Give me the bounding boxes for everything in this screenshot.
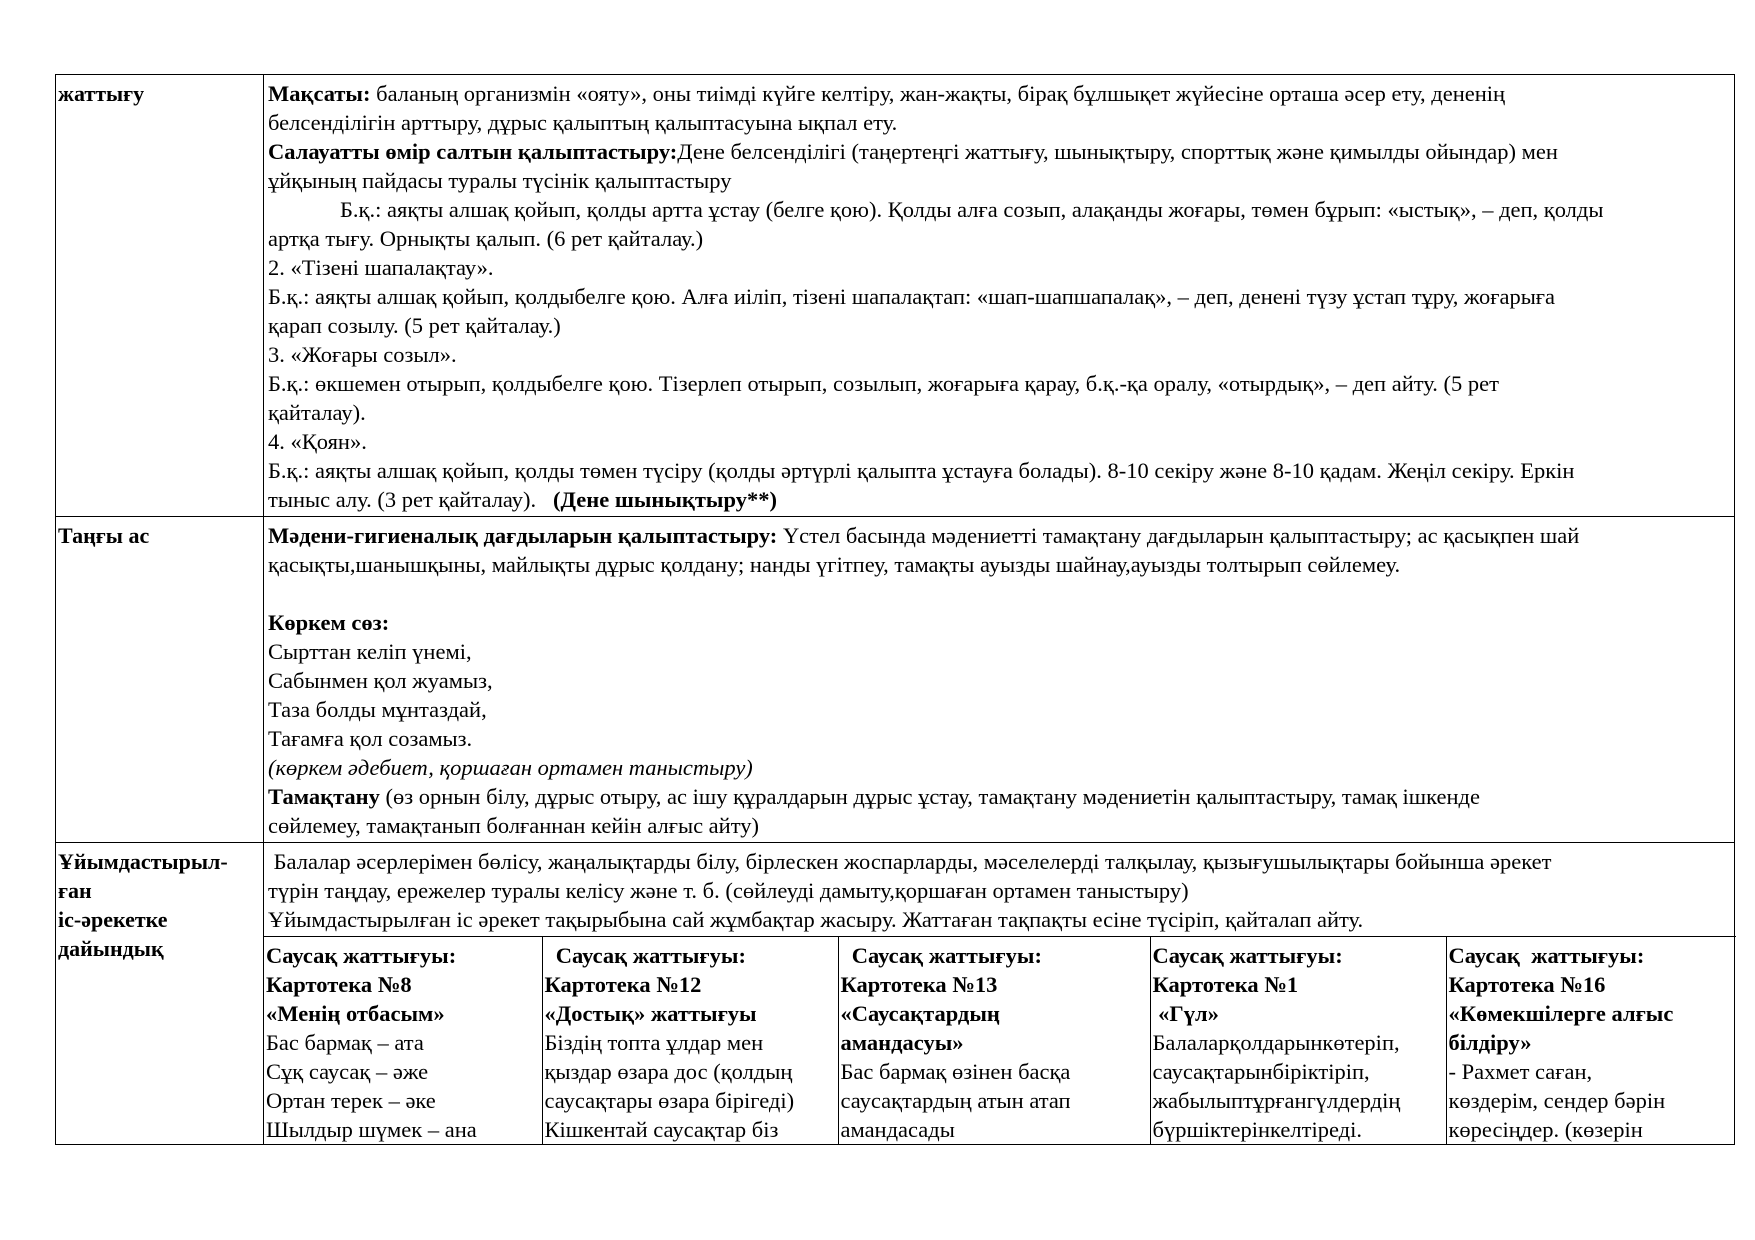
hygiene-heading: Мәдени-гигиеналық дағдыларын қалыптастыру: [268, 523, 778, 548]
text-line: түрін таңдау, ережелер туралы келісу және т. б. (сөйлеуді дамыту,қоршаған ортамен таныстыру) [268, 878, 1189, 903]
document-page [55, 74, 1735, 1145]
hygiene-line [268, 521, 1730, 550]
text-line: Б.қ.: өкшемен отырып, қолдыбелге қою. Тізерлеп отырып, созылып, жоғарыға қарау, б.қ.-қа оралу, «отырдық», – деп айту. (5 рет [268, 371, 1499, 396]
label-line: дайындық [58, 936, 164, 961]
eating-line [268, 782, 1730, 811]
card-title: «Көмекшілерге алғыс [1448, 1001, 1674, 1026]
card-title: білдіру» [1448, 1030, 1532, 1055]
finger-exercise-card [542, 937, 838, 1145]
card-heading: Саусақ жаттығуы: [1152, 943, 1343, 968]
table-row-preparation [56, 843, 1735, 1145]
table-row-breakfast [56, 517, 1735, 843]
poem-line: Сабынмен қол жуамыз, [268, 668, 493, 693]
text-line: Ұйымдастырылған іс әрекет тақырыбына сай жұмбақтар жасыру. Жаттаған тақпақты есіне түсіріп, қайталап айту. [268, 907, 1364, 932]
card-text-line: Бас бармақ өзінен басқа [840, 1059, 1071, 1084]
goal-text: баланың организмін «ояту», оны тиімді күйге келтіру, жан-жақты, бірақ бұлшықет жүйесіне орташа әсер ету, дененің [370, 81, 1506, 106]
poem-line: Таза болды мұнтаздай, [268, 697, 487, 722]
card-number: Картотека №12 [544, 972, 702, 997]
text-line: 2. «Тізені шапалақтау». [268, 255, 494, 280]
card-text-line: бүршіктерінкелтіреді. [1152, 1117, 1362, 1142]
text-line: 3. «Жоғары созыл». [268, 342, 457, 367]
text-line: қарап созылу. (5 рет қайталау.) [268, 313, 561, 338]
card-text-line: амандасады [840, 1117, 955, 1142]
label-line: ған [58, 878, 92, 903]
text-line: сөйлемеу, тамақтанып болғаннан кейін алғыс айту) [268, 813, 759, 838]
card-text-line: Ортан терек – әке [266, 1088, 436, 1113]
card-heading: Саусақ жаттығуы: [266, 943, 457, 968]
text-line: Б.қ.: аяқты алшақ қойып, қолды төмен түсіру (қолды әртүрлі қалыпта ұстауға болады). 8-10 секіру және 8-10 қадам. Жеңіл секіру. Еркін [268, 458, 1575, 483]
card-heading: Саусақ жаттығуы: [544, 943, 746, 968]
goal-line [268, 79, 1730, 108]
finger-exercise-table [264, 936, 1736, 1144]
preparation-text [264, 843, 1734, 936]
card-number: Картотека №8 [266, 972, 412, 997]
finger-exercise-card [1150, 937, 1446, 1145]
text-line: ұйқының пайдасы туралы түсінік қалыптастыру [268, 168, 732, 193]
label-line: іс-әрекетке [58, 907, 168, 932]
eating-text: (өз орнын білу, дұрыс отыру, ас ішу құралдарын дұрыс ұстау, тамақтану мәдениетін қалыптастыру, тамақ ішкенде [379, 784, 1480, 809]
card-text-line: көресіңдер. (көзерін [1448, 1117, 1643, 1142]
poem-title: Көркем сөз: [268, 610, 390, 635]
card-text-line: Балаларқолдарынкөтеріп, [1152, 1030, 1400, 1055]
card-title: «Менің отбасым» [266, 1001, 445, 1026]
text-line: қайталау). [268, 400, 366, 425]
finger-exercise-row [264, 937, 1736, 1145]
subject-note: (Дене шынықтыру**) [553, 487, 777, 512]
card-title: амандасуы» [840, 1030, 964, 1055]
hygiene-text: Үстел басында мәдениетті тамақтану дағдыларын қалыптастыру; ас қасықпен шай [777, 523, 1580, 548]
schedule-table [55, 74, 1735, 1145]
card-text-line: - Рахмет саған, [1448, 1059, 1593, 1084]
card-text-line: қыздар өзара дос (қолдың [544, 1059, 793, 1084]
breakfast-content [264, 517, 1735, 843]
poem-line: Сырттан келіп үнемі, [268, 639, 472, 664]
card-number: Картотека №16 [1448, 972, 1606, 997]
text-line: қасықты,шанышқыны, майлықты дұрыс қолдану; нанды үгітпеу, тамақты ауызды шайнау,ауызды толтырып сөйлемеу. [268, 552, 1401, 577]
eating-heading: Тамақтану [268, 784, 380, 809]
text-line: Б.қ.: аяқты алшақ қойып, қолды артта ұстау (белге қою). Қолды алға созып, алақанды жоғары, төмен бұрып: «ыстық», – деп, қолды [340, 197, 1604, 222]
card-title: «Саусақтардың [840, 1001, 1000, 1026]
goal-heading: Мақсаты: [268, 81, 371, 106]
exercise-content [264, 75, 1735, 517]
card-text-line: Кішкентай саусақтар біз [544, 1117, 779, 1142]
poem-line: Тағамға қол созамыз. [268, 726, 473, 751]
card-text-line: саусақтарынбіріктіріп, [1152, 1059, 1370, 1084]
subject-note: (көркем әдебиет, қоршаған ортамен таныстыру) [268, 755, 753, 780]
row-label-preparation [56, 843, 264, 1145]
card-text-line: саусақтардың атын атап [840, 1088, 1071, 1113]
card-text-line: саусақтары өзара бірігеді) [544, 1088, 795, 1113]
card-text-line: Шылдыр шүмек – ана [266, 1117, 477, 1142]
healthy-life-text: Дене белсенділігі (таңертеңгі жаттығу, шынықтыру, спорттық және қимылды ойындар) мен [677, 139, 1558, 164]
card-text-line: көздерім, сендер бәрін [1448, 1088, 1666, 1113]
card-heading: Саусақ жаттығуы: [1448, 943, 1645, 968]
card-text-line: Сұқ саусақ – әже [266, 1059, 429, 1084]
preparation-content [264, 843, 1735, 1145]
card-number: Картотека №13 [840, 972, 998, 997]
text-span: тыныс алу. (3 рет қайталау). [268, 487, 554, 512]
card-heading: Саусақ жаттығуы: [840, 943, 1042, 968]
card-text-line: жабылыптұрғангүлдердің [1152, 1088, 1401, 1113]
text-line: Б.қ.: аяқты алшақ қойып, қолдыбелге қою. Алға иіліп, тізені шапалақтап: «шап-шапшапалақ», – деп, денені түзу ұстап тұру, жоғарыға [268, 284, 1556, 309]
healthy-life-line [268, 137, 1730, 166]
card-text-line: Біздің топта ұлдар мен [544, 1030, 764, 1055]
label-line: Ұйымдастырыл- [58, 849, 228, 874]
finger-exercise-card [838, 937, 1150, 1145]
row-label-breakfast: Таңғы ас [56, 517, 264, 843]
text-line [268, 485, 1730, 514]
text-line: Балалар әсерлерімен бөлісу, жаңалықтарды білу, бірлескен жоспарларды, мәселелерді талқылау, қызығушылықтары бойынша әрекет [268, 849, 1552, 874]
finger-exercise-card [264, 937, 542, 1145]
spacer [268, 579, 1730, 608]
row-label-exercise: жаттығу [56, 75, 264, 517]
healthy-life-heading: Салауатты өмір салтын қалыптастыру: [268, 139, 678, 164]
card-title: «Достық» жаттығуы [544, 1001, 757, 1026]
card-text-line: Бас бармақ – ата [266, 1030, 424, 1055]
table-row-exercise [56, 75, 1735, 517]
text-line: белсенділігін арттыру, дұрыс қалыптың қалыптасуына ықпал ету. [268, 110, 898, 135]
text-line: 4. «Қоян». [268, 429, 367, 454]
card-number: Картотека №1 [1152, 972, 1299, 997]
text-line: артқа тығу. Орнықты қалып. (6 рет қайталау.) [268, 226, 704, 251]
card-title: «Гүл» [1152, 1001, 1219, 1026]
finger-exercise-card [1446, 937, 1736, 1145]
